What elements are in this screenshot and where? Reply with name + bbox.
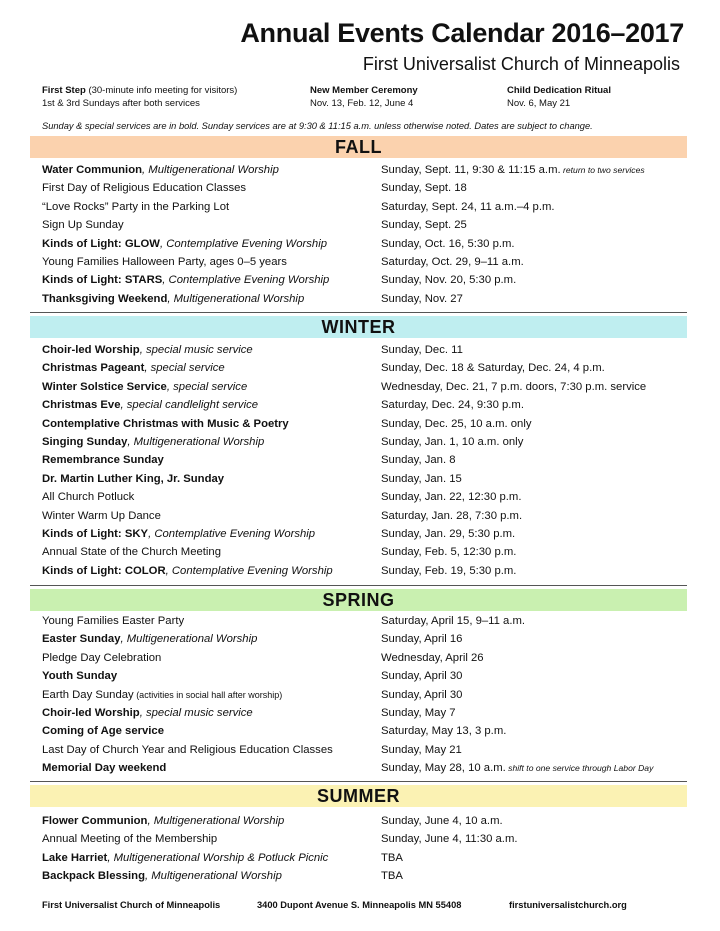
table-row xyxy=(0,451,720,469)
event-detail: , Contemplative Evening Worship xyxy=(159,237,327,250)
table-row xyxy=(0,290,720,308)
event-name-cell xyxy=(42,686,282,704)
event-name-cell xyxy=(42,235,327,253)
event-detail: , special service xyxy=(166,380,248,393)
event-name-cell xyxy=(42,290,304,308)
event-date-cell xyxy=(381,525,515,543)
event-detail: , special music service xyxy=(139,344,253,356)
table-row xyxy=(0,378,720,396)
event-name: Remembrance Sunday xyxy=(42,454,164,467)
event-date: Sunday, June 4, 11:30 a.m. xyxy=(381,833,518,846)
event-detail: , Contemplative Evening Worship xyxy=(148,527,316,540)
event-name: “Love Rocks” Party in the Parking Lot xyxy=(42,200,230,213)
table-row xyxy=(0,830,720,848)
event-date-cell xyxy=(381,612,525,630)
fall-events xyxy=(0,161,720,308)
table-row xyxy=(0,488,720,506)
event-date: Saturday, Dec. 24, 9:30 p.m. xyxy=(381,399,524,412)
table-row xyxy=(0,470,720,488)
event-name-cell xyxy=(42,849,328,867)
table-row xyxy=(0,562,720,580)
table-row xyxy=(0,704,720,722)
info-new-member xyxy=(310,84,418,110)
footer-address: 3400 Dupont Avenue S. Minneapolis MN 55408 xyxy=(257,900,462,910)
event-detail: , special candlelight service xyxy=(120,399,259,412)
event-date-cell xyxy=(381,415,532,433)
event-date: Sunday, April 30 xyxy=(381,670,463,683)
event-date-cell xyxy=(381,433,523,451)
event-detail: , special music service xyxy=(139,706,253,719)
table-row xyxy=(0,867,720,885)
event-date-cell xyxy=(381,179,467,197)
event-date-cell xyxy=(381,562,516,580)
event-date: Sunday, Sept. 18 xyxy=(381,182,467,195)
event-name: Christmas Pageant xyxy=(42,362,145,375)
info-label-extra: (30-minute info meeting for visitors) xyxy=(85,85,238,96)
event-detail: , Multigenerational Worship & Potluck Picnic xyxy=(107,851,329,864)
event-date-cell xyxy=(381,704,456,722)
event-name: Water Communion xyxy=(42,164,142,176)
info-detail: 1st & 3rd Sundays after both services xyxy=(42,98,200,109)
event-date: Sunday, Jan. 8 xyxy=(381,454,456,467)
winter-events xyxy=(0,341,720,580)
footer-org: First Universalist Church of Minneapolis xyxy=(42,900,221,910)
event-date-cell xyxy=(381,359,605,377)
event-name-cell xyxy=(42,359,225,377)
event-date-cell xyxy=(381,161,645,179)
table-row xyxy=(0,161,720,179)
event-name-cell xyxy=(42,741,333,759)
event-name: Coming of Age service xyxy=(42,725,164,738)
event-date-note: return to two services xyxy=(560,165,645,175)
section-header-winter: WINTER xyxy=(30,316,687,338)
event-date-cell xyxy=(381,216,467,234)
table-row xyxy=(0,253,720,271)
event-name-cell xyxy=(42,253,287,271)
event-date: Sunday, April 16 xyxy=(381,633,463,646)
event-name-cell xyxy=(42,488,134,506)
table-row xyxy=(0,415,720,433)
event-name: Young Families Halloween Party, ages 0–5 years xyxy=(42,255,287,268)
divider xyxy=(30,781,687,782)
event-date: Sunday, Jan. 15 xyxy=(381,472,462,485)
table-row xyxy=(0,507,720,525)
table-row xyxy=(0,667,720,685)
event-date-cell xyxy=(381,722,506,740)
event-name-cell xyxy=(42,507,161,525)
event-date-cell xyxy=(381,667,462,685)
event-detail: , special service xyxy=(144,362,225,375)
event-name: Lake Harriet xyxy=(42,851,108,864)
event-name: Choir-led Worship xyxy=(42,344,140,356)
event-name: Backpack Blessing xyxy=(42,870,145,883)
section-header-summer: SUMMER xyxy=(30,785,687,807)
event-detail: , Multigenerational Worship xyxy=(167,292,305,305)
table-row xyxy=(0,741,720,759)
event-date-cell xyxy=(381,290,463,308)
table-row xyxy=(0,525,720,543)
event-date: Sunday, Jan. 1, 10 a.m. only xyxy=(381,435,524,448)
event-name: Earth Day Sunday xyxy=(42,688,134,701)
event-date-cell xyxy=(381,253,524,271)
event-date: Sunday, May 21 xyxy=(381,743,462,756)
event-date: Sunday, Dec. 11 xyxy=(381,344,463,356)
event-date-cell xyxy=(381,396,524,414)
header-note: Sunday & special services are in bold. Sunday services are at 9:30 & 11:15 a.m. unless otherwise noted. Dates are subject to change. xyxy=(42,121,593,131)
page-title: Annual Events Calendar 2016–2017 xyxy=(240,18,684,48)
event-date-cell xyxy=(381,867,403,885)
event-date: Wednesday, April 26 xyxy=(381,651,484,664)
event-name: Kinds of Light: SKY xyxy=(42,527,149,540)
event-date-cell xyxy=(381,235,515,253)
divider xyxy=(30,585,687,586)
table-row xyxy=(0,543,720,561)
event-date: TBA xyxy=(381,851,403,864)
table-row xyxy=(0,722,720,740)
event-name-cell xyxy=(42,433,264,451)
event-name-cell xyxy=(42,562,333,580)
footer-website[interactable]: firstuniversalistchurch.org xyxy=(509,900,627,910)
table-row xyxy=(0,612,720,630)
event-date-cell xyxy=(381,812,503,830)
event-date-cell xyxy=(381,271,516,289)
event-name: First Day of Religious Education Classes xyxy=(42,182,247,195)
event-detail: , Multigenerational Worship xyxy=(142,164,279,176)
page-subtitle: First Universalist Church of Minneapolis xyxy=(362,54,680,74)
event-name: Sign Up Sunday xyxy=(42,219,124,232)
info-detail: Nov. 6, May 21 xyxy=(507,98,571,109)
event-date: Sunday, Dec. 18 & Saturday, Dec. 24, 4 p.m. xyxy=(381,362,605,375)
event-date: Sunday, June 4, 10 a.m. xyxy=(381,815,503,827)
event-date: Saturday, Sept. 24, 11 a.m.–4 p.m. xyxy=(381,200,555,213)
event-name: Kinds of Light: GLOW xyxy=(42,237,160,250)
event-date: Sunday, Jan. 22, 12:30 p.m. xyxy=(381,491,522,504)
event-name: Young Families Easter Party xyxy=(42,615,185,627)
event-name-cell xyxy=(42,378,247,396)
event-date: Saturday, Jan. 28, 7:30 p.m. xyxy=(381,509,523,522)
event-name-cell xyxy=(42,525,315,543)
event-date-cell xyxy=(381,470,462,488)
event-name: Dr. Martin Luther King, Jr. Sunday xyxy=(42,472,225,485)
event-name-cell xyxy=(42,722,164,740)
event-name-cell xyxy=(42,271,329,289)
event-date-cell xyxy=(381,630,462,648)
event-name: Annual Meeting of the Membership xyxy=(42,833,218,846)
event-date: Wednesday, Dec. 21, 7 p.m. doors, 7:30 p.m. service xyxy=(381,380,647,393)
table-row xyxy=(0,686,720,704)
event-date: Sunday, Nov. 20, 5:30 p.m. xyxy=(381,274,517,287)
spring-events xyxy=(0,612,720,778)
event-date: Saturday, May 13, 3 p.m. xyxy=(381,725,507,738)
event-name-cell xyxy=(42,812,284,830)
event-name: Winter Warm Up Dance xyxy=(42,509,161,522)
event-name: Annual State of the Church Meeting xyxy=(42,546,221,559)
event-date-cell xyxy=(381,830,518,848)
event-date: Saturday, April 15, 9–11 a.m. xyxy=(381,615,526,627)
event-date-cell xyxy=(381,849,403,867)
event-date-note: shift to one service through Labor Day xyxy=(505,763,654,774)
event-name: Easter Sunday xyxy=(42,633,121,646)
event-name: Christmas Eve xyxy=(42,399,121,412)
table-row xyxy=(0,271,720,289)
table-row xyxy=(0,630,720,648)
event-date: Sunday, Sept. 11, 9:30 & 11:15 a.m. xyxy=(381,164,561,176)
table-row xyxy=(0,179,720,197)
event-name-cell xyxy=(42,216,124,234)
event-detail: , Multigenerational Worship xyxy=(127,435,265,448)
info-label: First Step xyxy=(42,85,86,96)
event-note: (activities in social hall after worship) xyxy=(133,689,283,700)
event-date-cell xyxy=(381,451,456,469)
table-row xyxy=(0,649,720,667)
summer-events xyxy=(0,812,720,886)
table-row xyxy=(0,235,720,253)
event-date-cell xyxy=(381,741,462,759)
event-name-cell xyxy=(42,612,184,630)
section-header-spring: SPRING xyxy=(30,589,687,611)
info-child-dedication xyxy=(507,84,611,110)
event-name: Last Day of Church Year and Religious Education Classes xyxy=(42,743,333,756)
info-detail: Nov. 13, Feb. 12, June 4 xyxy=(310,98,414,109)
event-date: Saturday, Oct. 29, 9–11 a.m. xyxy=(381,255,524,268)
table-row xyxy=(0,759,720,777)
table-row xyxy=(0,198,720,216)
table-row xyxy=(0,216,720,234)
event-name: Kinds of Light: COLOR xyxy=(42,564,166,577)
event-date-cell xyxy=(381,378,646,396)
event-date-cell xyxy=(381,543,516,561)
divider xyxy=(30,312,687,313)
event-date: TBA xyxy=(381,870,403,883)
event-name-cell xyxy=(42,704,253,722)
table-row xyxy=(0,359,720,377)
info-label: New Member Ceremony xyxy=(310,85,418,96)
event-date: Sunday, May 28, 10 a.m. xyxy=(381,762,506,775)
event-name-cell xyxy=(42,667,117,685)
section-header-fall: FALL xyxy=(30,136,687,158)
event-name-cell xyxy=(42,179,246,197)
event-name: Memorial Day weekend xyxy=(42,762,167,775)
event-date: Sunday, Sept. 25 xyxy=(381,219,467,232)
event-detail: , Contemplative Evening Worship xyxy=(165,564,333,577)
event-name-cell xyxy=(42,830,217,848)
event-date-cell xyxy=(381,649,484,667)
event-name-cell xyxy=(42,198,229,216)
event-date-cell xyxy=(381,488,521,506)
event-date-cell xyxy=(381,507,522,525)
event-name: Thanksgiving Weekend xyxy=(42,292,168,305)
event-date: Sunday, Dec. 25, 10 a.m. only xyxy=(381,417,532,430)
event-name: Youth Sunday xyxy=(42,670,118,683)
event-name-cell xyxy=(42,867,282,885)
event-date-cell xyxy=(381,686,462,704)
event-name: Choir-led Worship xyxy=(42,706,140,719)
event-date-cell xyxy=(381,759,653,777)
table-row xyxy=(0,433,720,451)
event-detail: , Multigenerational Worship xyxy=(147,815,285,827)
event-detail: , Contemplative Evening Worship xyxy=(162,274,330,287)
event-name-cell xyxy=(42,630,257,648)
event-date: Sunday, Feb. 19, 5:30 p.m. xyxy=(381,564,517,577)
info-label: Child Dedication Ritual xyxy=(507,85,611,96)
event-date: Sunday, Nov. 27 xyxy=(381,292,463,305)
event-date: Sunday, Feb. 5, 12:30 p.m. xyxy=(381,546,517,559)
event-name: Flower Communion xyxy=(42,815,148,827)
event-name-cell xyxy=(42,415,289,433)
event-name: Contemplative Christmas with Music & Poetry xyxy=(42,417,289,430)
event-date: Sunday, April 30 xyxy=(381,688,463,701)
table-row xyxy=(0,849,720,867)
table-row xyxy=(0,341,720,359)
table-row xyxy=(0,812,720,830)
event-name-cell xyxy=(42,543,221,561)
event-name: Singing Sunday xyxy=(42,435,128,448)
info-first-step xyxy=(42,84,237,110)
event-detail: , Multigenerational Worship xyxy=(120,633,258,646)
event-name-cell xyxy=(42,341,253,359)
event-detail: , Multigenerational Worship xyxy=(144,870,282,883)
event-name: All Church Potluck xyxy=(42,491,135,504)
event-date-cell xyxy=(381,198,555,216)
event-name-cell xyxy=(42,451,164,469)
event-date-cell xyxy=(381,341,463,359)
event-date: Sunday, May 7 xyxy=(381,706,456,719)
table-row xyxy=(0,396,720,414)
event-name-cell xyxy=(42,396,258,414)
event-date: Sunday, Oct. 16, 5:30 p.m. xyxy=(381,237,515,250)
event-date: Sunday, Jan. 29, 5:30 p.m. xyxy=(381,527,516,540)
event-name-cell xyxy=(42,161,279,179)
event-name-cell xyxy=(42,470,224,488)
event-name: Kinds of Light: STARS xyxy=(42,274,163,287)
event-name-cell xyxy=(42,759,166,777)
event-name: Winter Solstice Service xyxy=(42,380,167,393)
event-name: Pledge Day Celebration xyxy=(42,651,162,664)
event-name-cell xyxy=(42,649,161,667)
